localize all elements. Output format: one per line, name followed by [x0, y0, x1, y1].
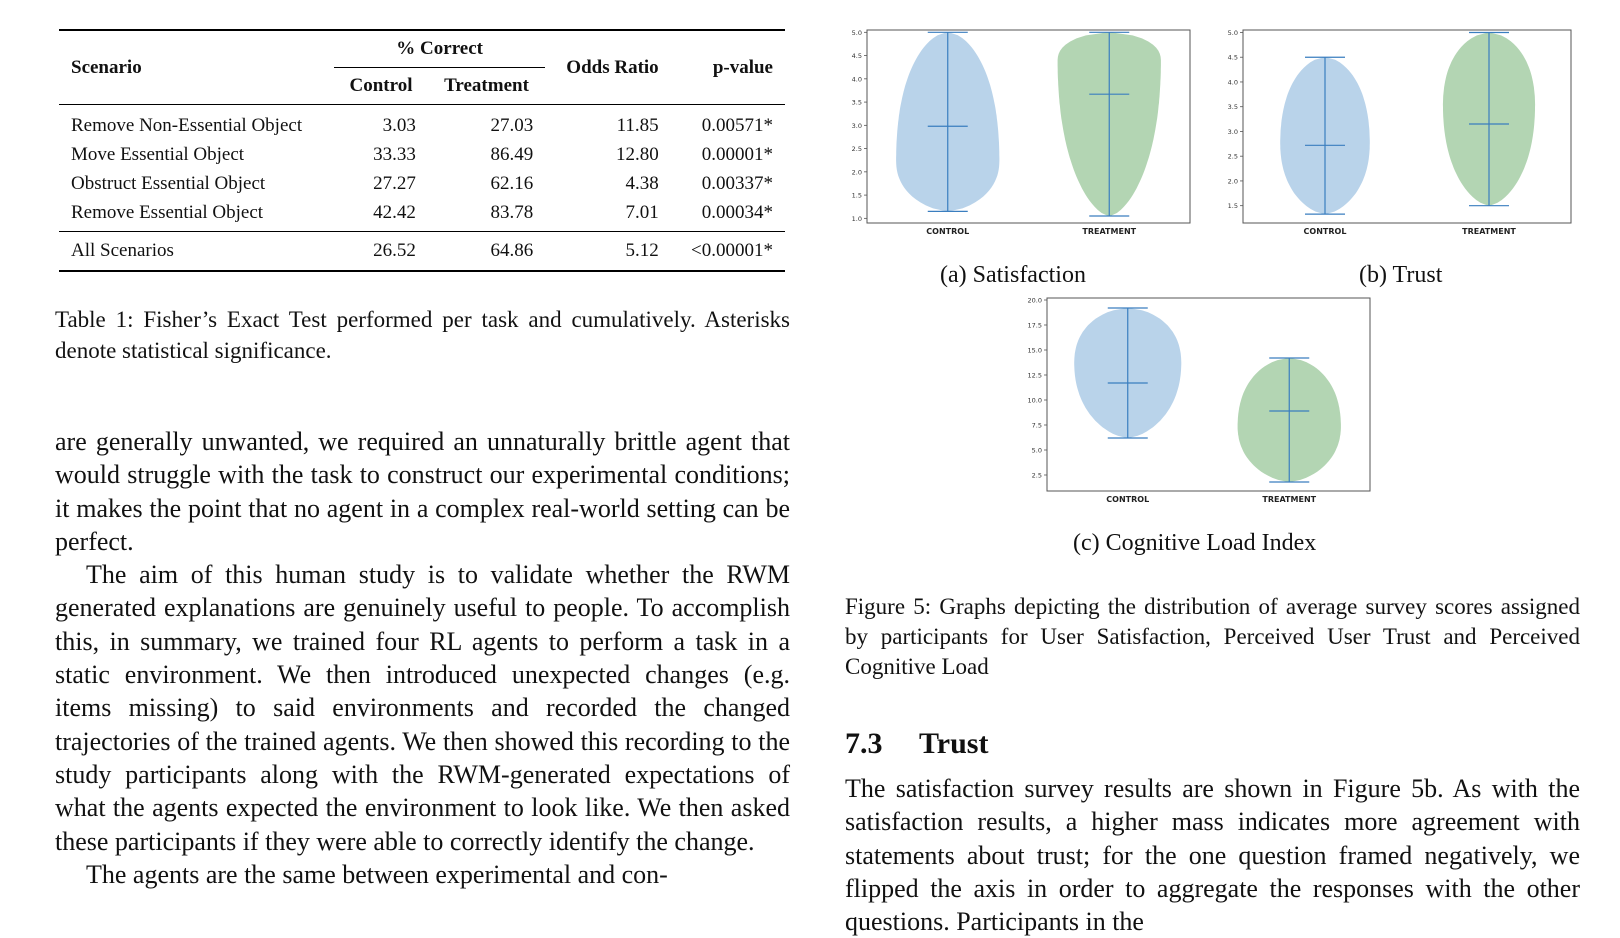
section-title: Trust [919, 727, 989, 760]
cell-scenario: All Scenarios [71, 240, 174, 261]
y-tick-label: 2.5 [1031, 471, 1042, 480]
header-odds-ratio: Odds Ratio [566, 56, 659, 78]
header-treatment: Treatment [428, 68, 545, 105]
cell-scenario: Obstruct Essential Object [71, 172, 266, 194]
subcaption-trust: (b) Trust [1359, 262, 1443, 288]
violin-plot-cognitive-load [1025, 296, 1400, 526]
y-tick-label: 10.0 [1027, 396, 1042, 405]
paragraph: are generally unwanted, we required an unnaturally brittle agent that would struggle with the task to construct our experimental conditions; it makes the point that no agent in a complex real-world setting can be perfect. [55, 427, 790, 556]
cell-control: 3.03 [382, 114, 416, 136]
y-tick-label: 2.0 [1227, 177, 1238, 186]
cell-scenario: Remove Non-Essential Object [71, 114, 303, 136]
x-tick-label: TREATMENT [1262, 495, 1317, 504]
table-row [59, 140, 785, 169]
section-number: 7.3 [845, 727, 883, 760]
y-tick-label: 12.5 [1027, 371, 1042, 380]
y-tick-label: 4.0 [1227, 78, 1238, 87]
cell-odds: 7.01 [625, 201, 659, 223]
violin-plot-satisfaction [845, 28, 1210, 258]
y-tick-label: 4.0 [851, 75, 862, 84]
cell-p: 0.00337* [701, 172, 773, 194]
y-tick-label: 15.0 [1027, 346, 1042, 355]
left-body-text [55, 425, 790, 891]
cell-control: 33.33 [373, 143, 416, 165]
y-tick-label: 1.5 [851, 191, 862, 200]
x-tick-label: TREATMENT [1462, 227, 1516, 236]
figure-caption: Figure 5: Graphs depicting the distribution of average survey scores assigned by participants for User Satisfaction, Perceived User Trust and Perceived Cognitive Load [845, 594, 1580, 679]
table-row-total [59, 232, 785, 272]
y-tick-label: 2.5 [1227, 152, 1238, 161]
cell-p: 0.00034* [701, 201, 773, 223]
cell-control: 42.42 [373, 201, 416, 223]
y-tick-label: 4.5 [1227, 53, 1238, 62]
cell-scenario: Move Essential Object [71, 143, 245, 165]
header-pct-correct: % Correct [396, 38, 483, 59]
cell-odds: 5.12 [625, 240, 659, 261]
y-tick-label: 1.0 [851, 214, 862, 223]
results-table [59, 29, 785, 272]
x-tick-label: CONTROL [1303, 227, 1347, 236]
violin-svg [845, 28, 1210, 258]
y-tick-label: 3.5 [851, 98, 862, 107]
x-tick-label: TREATMENT [1082, 227, 1137, 236]
subcaption-cognitive-load: (c) Cognitive Load Index [1073, 530, 1317, 556]
header-control: Control [334, 68, 428, 105]
y-tick-label: 3.5 [1227, 103, 1238, 112]
table-row [59, 169, 785, 198]
y-tick-label: 20.0 [1027, 296, 1042, 305]
paragraph: The satisfaction survey results are shown in Figure 5b. As with the satisfaction results, a higher mass indicates more agreement with statements about trust; for the one question framed negatively, we flipped the axis in order to aggregate the responses with the other questions. Participants in the [845, 774, 1580, 937]
cell-scenario: Remove Essential Object [71, 201, 264, 223]
table-row [59, 105, 785, 141]
y-tick-label: 4.5 [851, 52, 862, 61]
cell-treatment: 86.49 [490, 143, 534, 165]
violin-svg [1223, 28, 1593, 258]
violin-plot-trust [1223, 28, 1593, 258]
y-tick-label: 5.0 [1227, 28, 1238, 37]
y-tick-label: 3.0 [851, 121, 862, 130]
violin-svg [1025, 296, 1400, 526]
cell-control: 26.52 [373, 240, 416, 261]
cell-p: 0.00001* [701, 143, 773, 165]
cell-control: 27.27 [373, 172, 416, 194]
y-tick-label: 2.5 [851, 145, 862, 154]
cell-treatment: 64.86 [490, 240, 534, 261]
header-scenario: Scenario [71, 56, 142, 78]
cell-treatment: 83.78 [490, 201, 534, 223]
cell-p: 0.00571* [701, 114, 773, 136]
paragraph: The aim of this human study is to validate whether the RWM generated explanations are genuinely useful to people. To accomplish this, in summary, we trained four RL agents to perform a task in a static environment. We then introduced unexpected changes (e.g. items missing) to said environments and recorded the changed trajectories of the trained agents. We then showed this recording to the study participants along with the RWM-generated expectations of what the agents expected the environment to look like. We then asked these participants if they were able to correctly identify the change. [55, 560, 790, 856]
y-tick-label: 2.0 [851, 168, 862, 177]
y-tick-label: 5.0 [851, 28, 862, 37]
subcaption-satisfaction: (a) Satisfaction [940, 262, 1086, 288]
y-tick-label: 17.5 [1027, 321, 1042, 330]
x-tick-label: CONTROL [1106, 495, 1150, 504]
paragraph: The agents are the same between experimental and con- [86, 859, 668, 889]
y-tick-label: 3.0 [1227, 127, 1238, 136]
header-p-value: p-value [712, 56, 773, 78]
section-heading [845, 727, 988, 761]
y-tick-label: 7.5 [1031, 421, 1042, 430]
cell-odds: 4.38 [625, 172, 659, 194]
cell-odds: 12.80 [615, 143, 659, 165]
cell-p: <0.00001* [691, 240, 773, 261]
table-caption: Table 1: Fisher’s Exact Test performed per task and cumulatively. Asterisks denote statistical significance. [55, 307, 790, 363]
cell-treatment: 62.16 [490, 172, 534, 194]
cell-treatment: 27.03 [490, 114, 534, 136]
right-body-text [845, 772, 1580, 938]
y-tick-label: 5.0 [1031, 446, 1042, 455]
y-tick-label: 1.5 [1227, 202, 1238, 211]
x-tick-label: CONTROL [926, 227, 970, 236]
cell-odds: 11.85 [616, 114, 659, 136]
table-row [59, 198, 785, 232]
